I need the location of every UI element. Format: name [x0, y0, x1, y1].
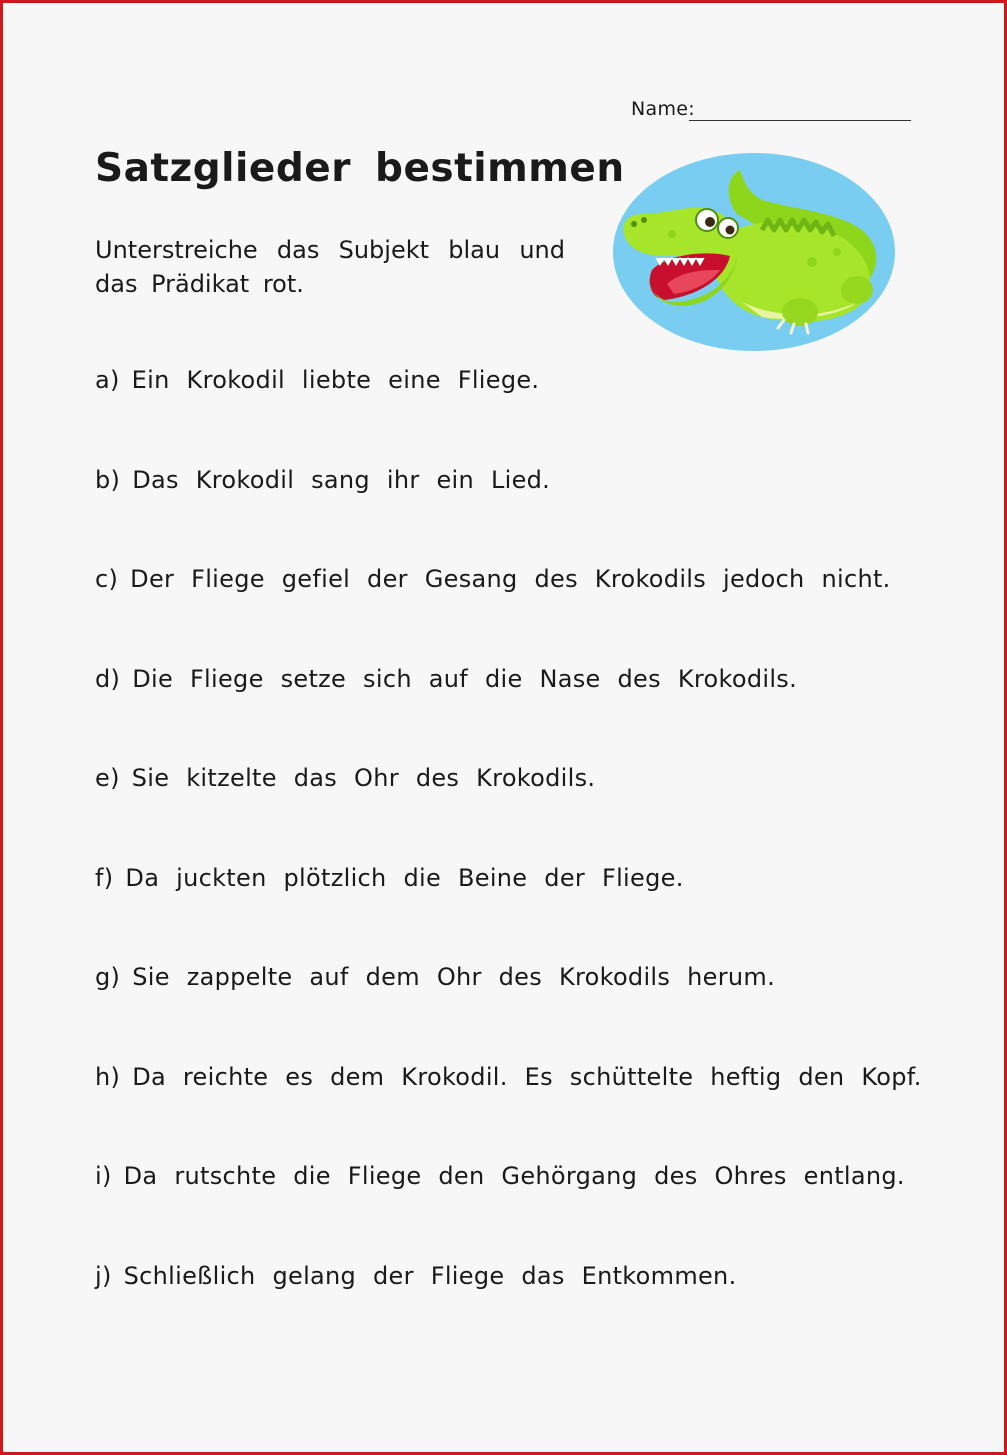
- sentence-text: Da rutschte die Fliege den Gehörgang des Ohres entlang.: [123, 1162, 905, 1190]
- sentence-j: [95, 1262, 737, 1290]
- sentence-e: [95, 764, 595, 792]
- sentence-letter: a): [95, 366, 120, 394]
- crocodile-illustration: [612, 152, 897, 352]
- sentence-text: Das Krokodil sang ihr ein Lied.: [132, 466, 551, 494]
- sentence-text: Da juckten plötzlich die Beine der Fliege.: [125, 864, 684, 892]
- crocodile-nostril: [631, 221, 637, 227]
- sentence-letter: e): [95, 764, 120, 792]
- crocodile-nostril-2: [641, 217, 647, 223]
- sentence-text: Schließlich gelang der Fliege das Entkommen.: [123, 1262, 737, 1290]
- sentence-text: Da reichte es dem Krokodil. Es schüttelte heftig den Kopf.: [132, 1063, 922, 1091]
- sentence-letter: f): [95, 864, 114, 892]
- sentence-letter: b): [95, 466, 121, 494]
- sentence-a: [95, 366, 539, 394]
- crocodile-spot-3: [833, 248, 841, 256]
- crocodile-pupil-right: [726, 226, 735, 235]
- worksheet-title: Satzglieder bestimmen: [95, 146, 625, 191]
- sentence-letter: d): [95, 665, 121, 693]
- sentence-letter: g): [95, 963, 121, 991]
- sentence-text: Sie kitzelte das Ohr des Krokodils.: [131, 764, 596, 792]
- sentence-i: [95, 1162, 905, 1190]
- name-input-line[interactable]: [689, 120, 911, 121]
- sentence-letter: h): [95, 1063, 121, 1091]
- crocodile-pupil-left: [705, 217, 715, 227]
- sentence-h: [95, 1063, 922, 1091]
- sentence-d: [95, 665, 797, 693]
- sentence-text: Die Fliege setze sich auf die Nase des Krokodils.: [132, 665, 798, 693]
- instruction-text: Unterstreiche das Subjekt blau und das Prädikat rot.: [95, 236, 565, 298]
- crocodile-spot: [668, 230, 676, 238]
- sentence-g: [95, 963, 775, 991]
- sentence-b: [95, 466, 550, 494]
- crocodile-back-leg: [841, 276, 873, 304]
- sentence-letter: j): [95, 1262, 112, 1290]
- sentence-f: [95, 864, 684, 892]
- crocodile-front-leg: [782, 298, 818, 326]
- sentence-c: [95, 565, 891, 593]
- sentence-letter: c): [95, 565, 119, 593]
- sentence-text: Ein Krokodil liebte eine Fliege.: [131, 366, 540, 394]
- sentence-letter: i): [95, 1162, 112, 1190]
- sentence-text: Der Fliege gefiel der Gesang des Krokodils jedoch nicht.: [130, 565, 891, 593]
- sentence-text: Sie zappelte auf dem Ohr des Krokodils herum.: [132, 963, 775, 991]
- crocodile-spot-2: [807, 257, 817, 267]
- name-label: Name:: [631, 98, 695, 120]
